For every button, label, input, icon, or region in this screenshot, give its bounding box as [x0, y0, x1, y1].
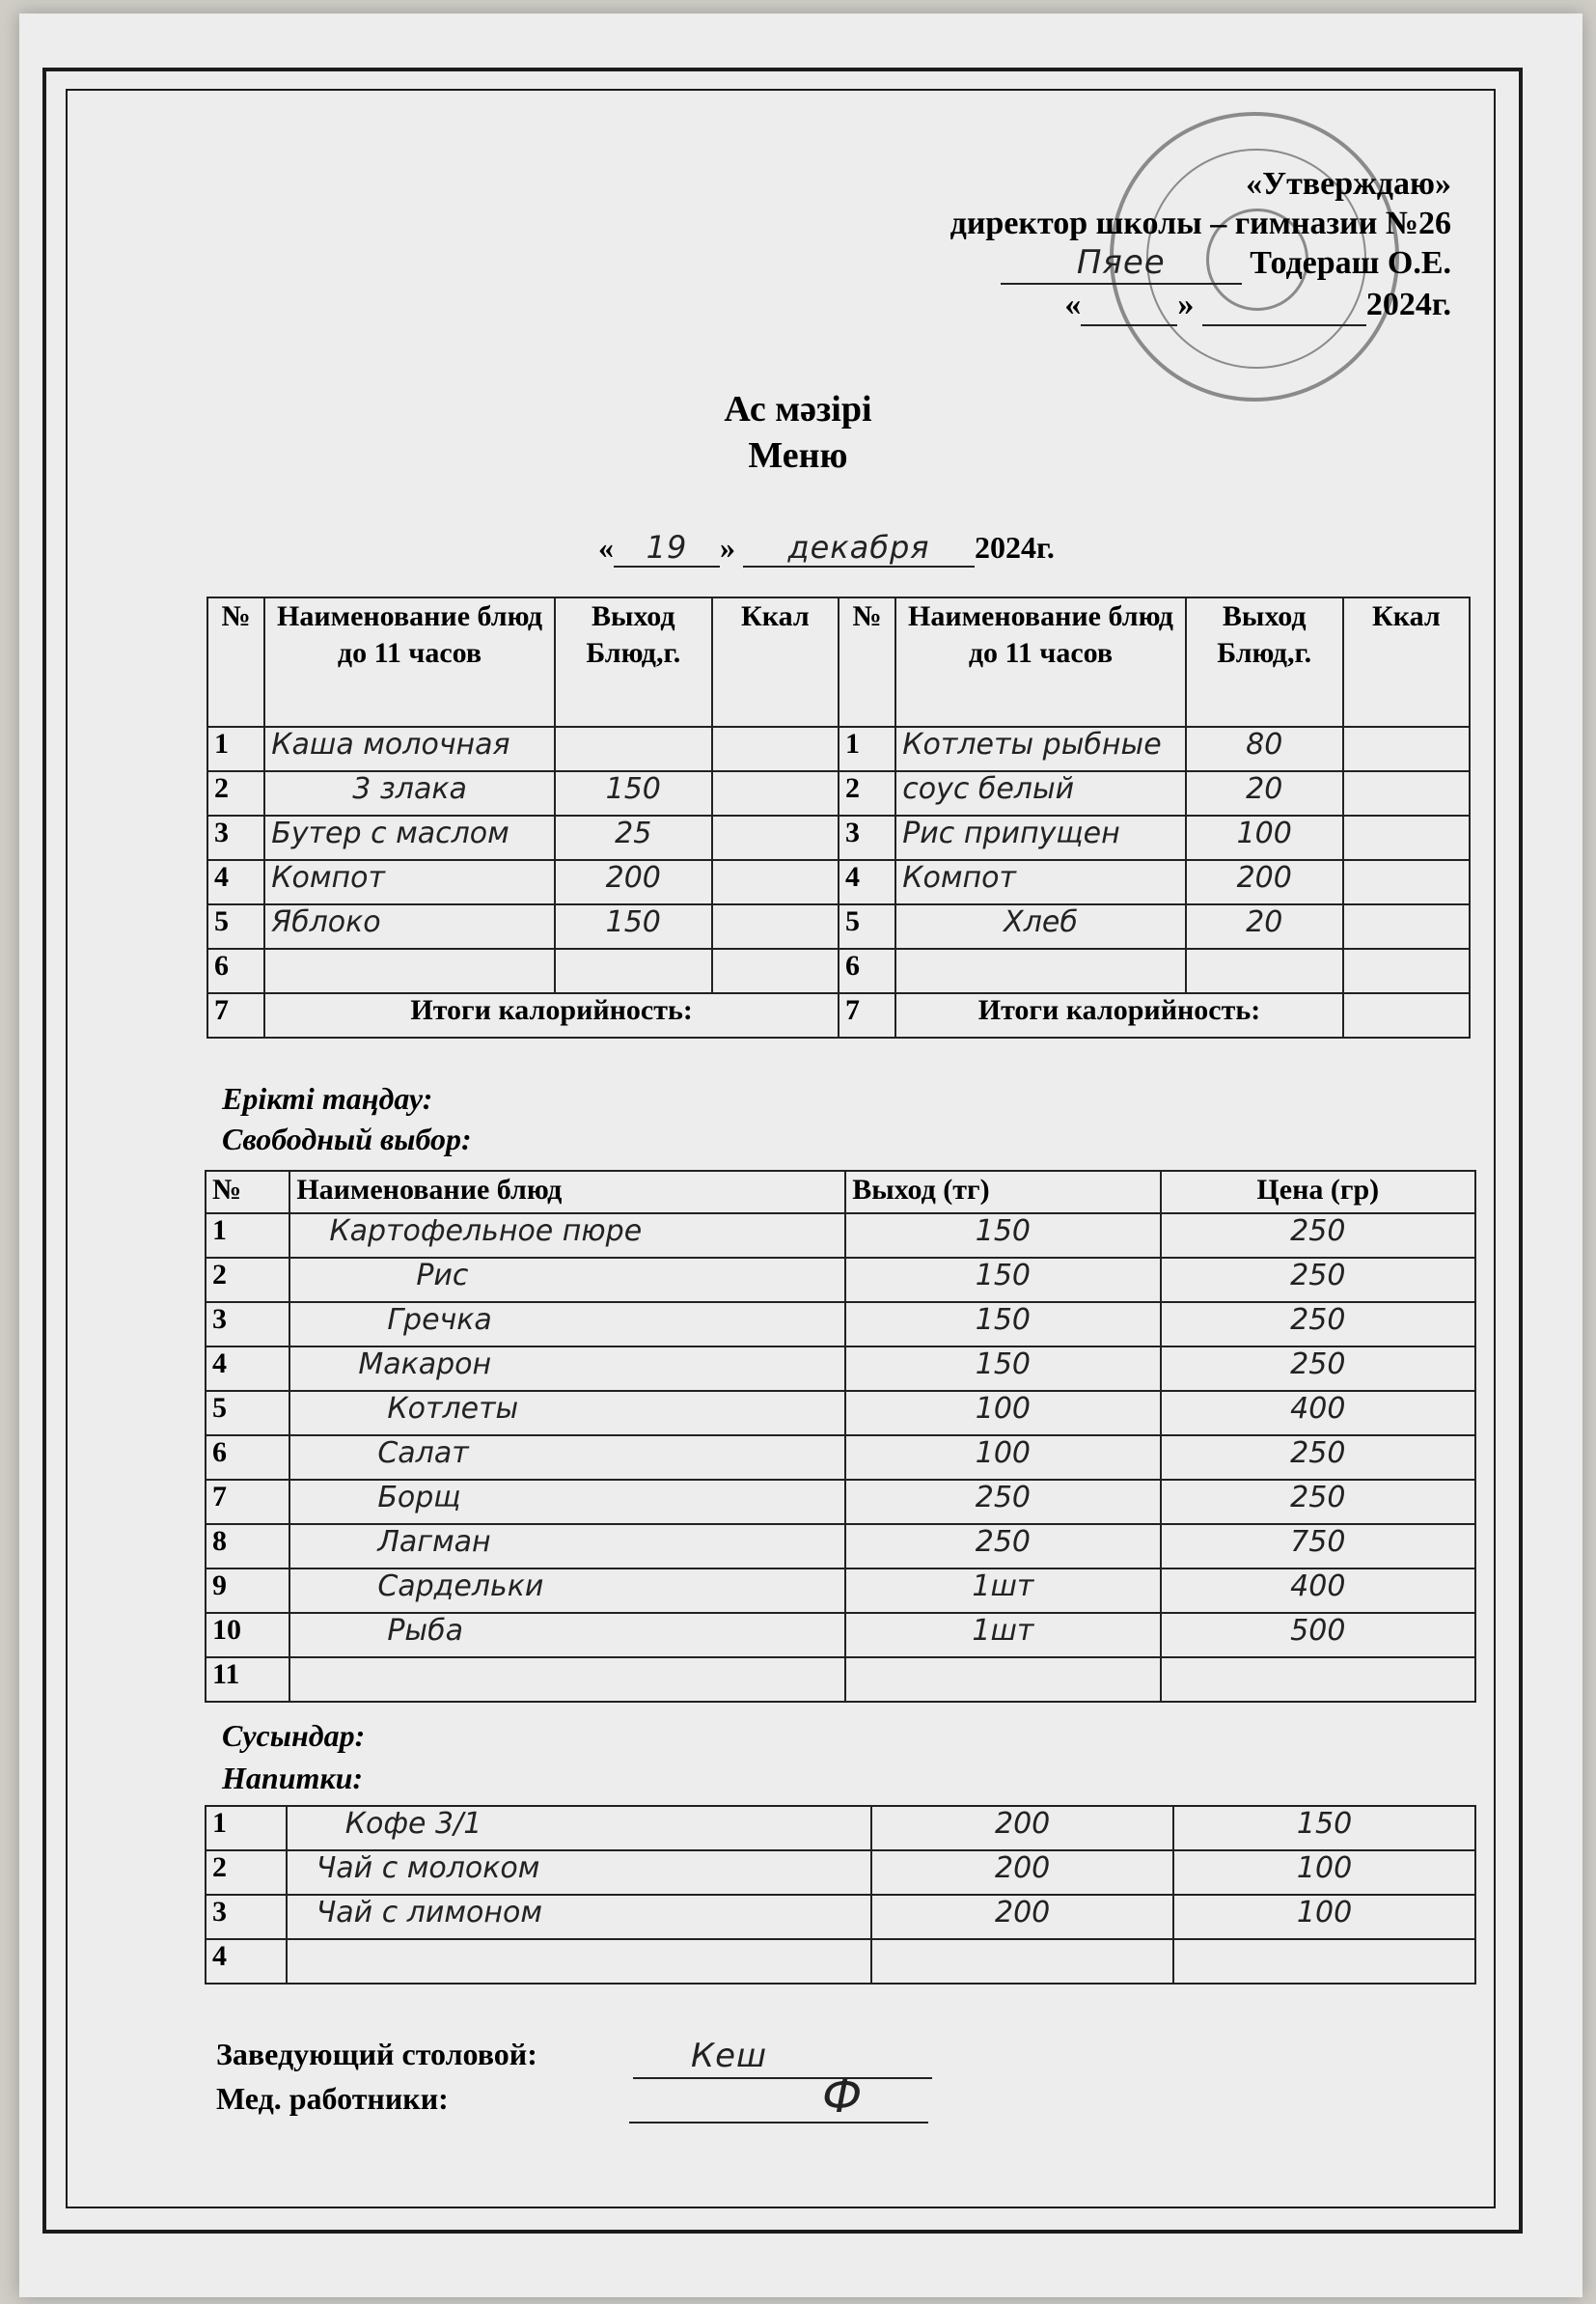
table-row — [207, 816, 1470, 860]
head-canteen-signature: Кеш — [691, 2037, 768, 2075]
row-number: 4 — [839, 860, 895, 904]
dish-kcal — [712, 904, 839, 949]
dish-price: 250 — [1161, 1346, 1475, 1391]
date-open: « — [598, 530, 614, 565]
row-number: 1 — [206, 1213, 289, 1258]
totals-value — [1343, 993, 1470, 1038]
drink-output: 200 — [871, 1806, 1173, 1850]
dish-weight: 100 — [1186, 816, 1343, 860]
table-row — [207, 860, 1470, 904]
dish-name: Котлеты рыбные — [895, 727, 1186, 771]
row-number: 5 — [207, 904, 264, 949]
drinks-table — [205, 1805, 1476, 1985]
head-canteen-signature-line — [633, 2033, 932, 2079]
dish-name: Рис — [289, 1258, 845, 1302]
free-choice-label-kz: Ерікті таңдау: — [222, 1081, 433, 1116]
table-row — [206, 1850, 1475, 1895]
dish-weight — [1186, 949, 1343, 993]
dish-price: 250 — [1161, 1258, 1475, 1302]
dish-kcal — [1343, 904, 1470, 949]
totals-row — [207, 993, 1470, 1038]
drink-name: Чай с лимоном — [287, 1895, 871, 1939]
approve-position: директор школы – гимназии №26 — [949, 206, 1451, 241]
dish-kcal — [1343, 860, 1470, 904]
table-row — [206, 1657, 1475, 1702]
dish-weight: 20 — [1186, 904, 1343, 949]
dish-output: 150 — [845, 1302, 1160, 1346]
row-number: 3 — [207, 816, 264, 860]
dish-name: Лагман — [289, 1524, 845, 1568]
menu-header: Наименование блюд до 11 часов — [895, 597, 1186, 727]
dish-price — [1161, 1657, 1475, 1702]
table-row — [206, 1568, 1475, 1613]
approve-month-blank — [1202, 285, 1366, 326]
date-day: 19 — [614, 529, 720, 568]
director-signature: Пяee — [1001, 243, 1242, 285]
date-month: декабря — [743, 529, 975, 568]
dish-price: 250 — [1161, 1302, 1475, 1346]
row-number: 3 — [839, 816, 895, 860]
row-number: 4 — [206, 1939, 287, 1984]
dish-name: Каша молочная — [264, 727, 555, 771]
dish-kcal — [1343, 771, 1470, 816]
totals-label: Итоги калорийность: — [895, 993, 1343, 1038]
fc-header: Выход (тг) — [845, 1171, 1160, 1213]
drink-price: 100 — [1173, 1850, 1475, 1895]
dish-weight: 200 — [1186, 860, 1343, 904]
menu-header: Выход Блюд,г. — [555, 597, 712, 727]
dish-output: 150 — [845, 1258, 1160, 1302]
table-row — [206, 1613, 1475, 1657]
dish-name: Хлеб — [895, 904, 1186, 949]
menu-header: № — [207, 597, 264, 727]
table-row — [206, 1391, 1475, 1435]
table-row — [206, 1524, 1475, 1568]
dish-output: 1шт — [845, 1568, 1160, 1613]
drink-output — [871, 1939, 1173, 1984]
row-number: 5 — [206, 1391, 289, 1435]
dish-name: 3 злака — [264, 771, 555, 816]
dish-name: Картофельное пюре — [289, 1213, 845, 1258]
dish-name: Борщ — [289, 1480, 845, 1524]
row-number: 3 — [206, 1895, 287, 1939]
drink-name — [287, 1939, 871, 1984]
dish-name: Бутер с маслом — [264, 816, 555, 860]
dish-name: Сардельки — [289, 1568, 845, 1613]
row-number: 6 — [207, 949, 264, 993]
table-row — [207, 727, 1470, 771]
head-canteen-label: Заведующий столовой: — [216, 2037, 537, 2071]
dish-name: соус белый — [895, 771, 1186, 816]
drink-output: 200 — [871, 1895, 1173, 1939]
dish-weight: 150 — [555, 771, 712, 816]
date-year: 2024г. — [975, 530, 1055, 565]
row-number: 2 — [206, 1258, 289, 1302]
dish-price: 250 — [1161, 1480, 1475, 1524]
drink-price — [1173, 1939, 1475, 1984]
row-number: 9 — [206, 1568, 289, 1613]
drink-price: 150 — [1173, 1806, 1475, 1850]
dish-kcal — [712, 816, 839, 860]
dish-weight: 80 — [1186, 727, 1343, 771]
menu-table — [206, 597, 1471, 1039]
approve-date-line — [911, 285, 1451, 326]
dish-output: 150 — [845, 1346, 1160, 1391]
dish-name: Котлеты — [289, 1391, 845, 1435]
menu-header: Ккал — [712, 597, 839, 727]
dish-output: 250 — [845, 1480, 1160, 1524]
table-row — [207, 904, 1470, 949]
approve-year: 2024г. — [1365, 287, 1451, 322]
dish-name: Компот — [264, 860, 555, 904]
free-choice-table — [205, 1170, 1476, 1703]
table-row — [207, 949, 1470, 993]
dish-price: 400 — [1161, 1391, 1475, 1435]
dish-price: 250 — [1161, 1213, 1475, 1258]
approve-day-blank — [1081, 285, 1177, 326]
approve-date-close: » — [1177, 287, 1195, 322]
row-number: 7 — [207, 993, 264, 1038]
row-number: 2 — [207, 771, 264, 816]
row-number: 4 — [207, 860, 264, 904]
title-ru: Меню — [748, 435, 848, 476]
med-worker-signature-line — [629, 2069, 928, 2124]
dish-weight: 20 — [1186, 771, 1343, 816]
free-choice-header-row — [206, 1171, 1475, 1213]
menu-header: № — [839, 597, 895, 727]
dish-output: 100 — [845, 1391, 1160, 1435]
dish-output: 150 — [845, 1213, 1160, 1258]
row-number: 7 — [839, 993, 895, 1038]
dish-output: 250 — [845, 1524, 1160, 1568]
director-name: Тодераш О.Е. — [1250, 245, 1451, 281]
approve-name-line — [911, 243, 1451, 285]
dish-kcal — [712, 771, 839, 816]
menu-header: Ккал — [1343, 597, 1470, 727]
dish-kcal — [712, 727, 839, 771]
fc-header: Наименование блюд — [289, 1171, 845, 1213]
menu-header: Наименование блюд до 11 часов — [264, 597, 555, 727]
row-number: 6 — [206, 1435, 289, 1480]
dish-name: Гречка — [289, 1302, 845, 1346]
table-row — [206, 1435, 1475, 1480]
row-number: 4 — [206, 1346, 289, 1391]
dish-kcal — [1343, 816, 1470, 860]
approval-block — [911, 164, 1451, 326]
med-worker-label: Мед. работники: — [216, 2081, 449, 2116]
dish-price: 500 — [1161, 1613, 1475, 1657]
dish-name: Рис припущен — [895, 816, 1186, 860]
menu-header: Выход Блюд,г. — [1186, 597, 1343, 727]
dish-weight: 200 — [555, 860, 712, 904]
table-row — [206, 1346, 1475, 1391]
row-number: 7 — [206, 1480, 289, 1524]
dish-kcal — [1343, 727, 1470, 771]
totals-label: Итоги калорийность: — [264, 993, 839, 1038]
dish-kcal — [1343, 949, 1470, 993]
drink-output: 200 — [871, 1850, 1173, 1895]
free-choice-label-ru: Свободный выбор: — [222, 1122, 472, 1156]
drink-price: 100 — [1173, 1895, 1475, 1939]
fc-header: № — [206, 1171, 289, 1213]
title-kz: Ас мәзірі — [724, 389, 872, 430]
dish-weight: 150 — [555, 904, 712, 949]
menu-header-row — [207, 597, 1470, 727]
dish-output: 1шт — [845, 1613, 1160, 1657]
drink-name: Кофе 3/1 — [287, 1806, 871, 1850]
table-row — [206, 1258, 1475, 1302]
dish-name — [289, 1657, 845, 1702]
dish-price: 750 — [1161, 1524, 1475, 1568]
menu-date — [598, 529, 1055, 568]
dish-name: Салат — [289, 1435, 845, 1480]
dish-name: Макарон — [289, 1346, 845, 1391]
approve-date-open: « — [1064, 287, 1082, 322]
table-row — [207, 771, 1470, 816]
dish-weight: 25 — [555, 816, 712, 860]
table-row — [206, 1939, 1475, 1984]
dish-output: 100 — [845, 1435, 1160, 1480]
dish-price: 250 — [1161, 1435, 1475, 1480]
table-row — [206, 1302, 1475, 1346]
dish-output — [845, 1657, 1160, 1702]
row-number: 2 — [839, 771, 895, 816]
dish-kcal — [712, 860, 839, 904]
row-number: 10 — [206, 1613, 289, 1657]
date-close: » — [720, 530, 735, 565]
row-number: 1 — [206, 1806, 287, 1850]
dish-kcal — [712, 949, 839, 993]
row-number: 5 — [839, 904, 895, 949]
row-number: 1 — [207, 727, 264, 771]
table-row — [206, 1806, 1475, 1850]
row-number: 2 — [206, 1850, 287, 1895]
dish-name — [264, 949, 555, 993]
drink-name: Чай с молоком — [287, 1850, 871, 1895]
table-row — [206, 1213, 1475, 1258]
dish-name: Компот — [895, 860, 1186, 904]
dish-weight — [555, 727, 712, 771]
row-number: 8 — [206, 1524, 289, 1568]
row-number: 3 — [206, 1302, 289, 1346]
approve-heading: «Утверждаю» — [1246, 166, 1451, 202]
fc-header: Цена (гр) — [1161, 1171, 1475, 1213]
dish-name — [895, 949, 1186, 993]
row-number: 11 — [206, 1657, 289, 1702]
med-worker-signature: Ф — [822, 2069, 864, 2124]
dish-price: 400 — [1161, 1568, 1475, 1613]
row-number: 1 — [839, 727, 895, 771]
dish-name: Рыба — [289, 1613, 845, 1657]
table-row — [206, 1480, 1475, 1524]
row-number: 6 — [839, 949, 895, 993]
drinks-label-ru: Напитки: — [222, 1761, 364, 1795]
drinks-label-kz: Сусындар: — [222, 1718, 366, 1753]
dish-name: Яблоко — [264, 904, 555, 949]
table-row — [206, 1895, 1475, 1939]
dish-weight — [555, 949, 712, 993]
